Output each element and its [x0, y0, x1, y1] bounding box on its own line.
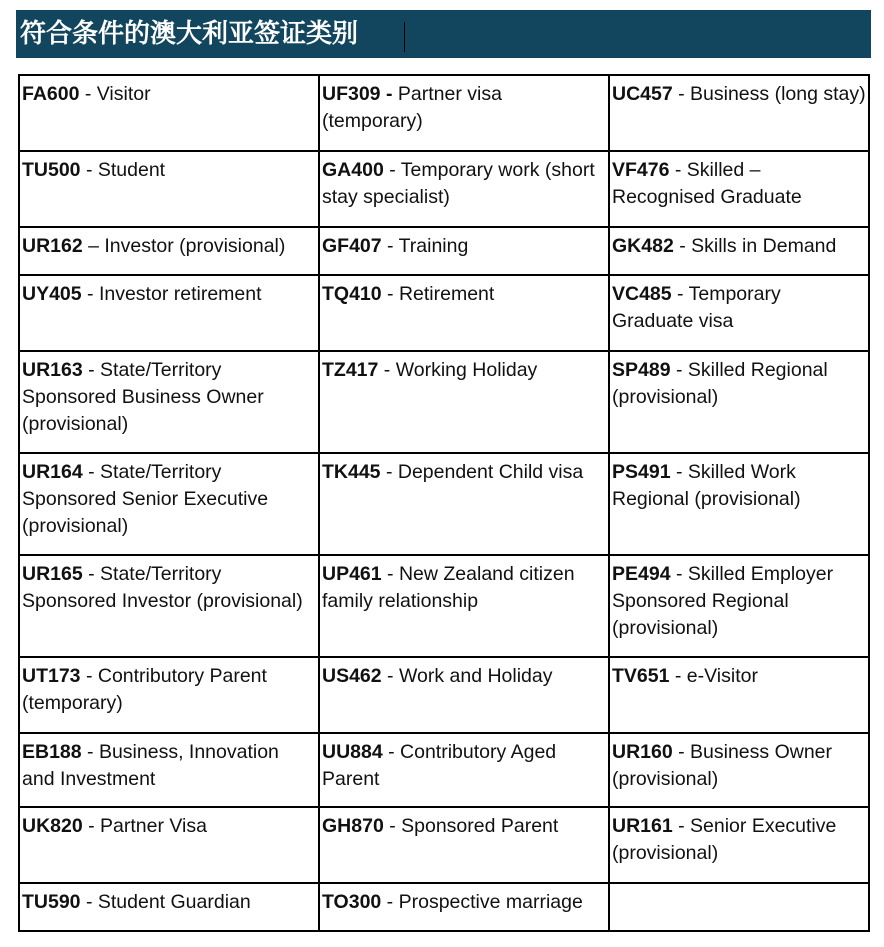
visa-code: UK820 — [22, 815, 83, 837]
visa-description: - Dependent Child visa — [380, 461, 584, 483]
visa-cell — [319, 227, 609, 275]
visa-description: - Business, Innovation and Investment — [22, 741, 279, 790]
visa-cell — [319, 883, 609, 931]
visa-description: - Prospective marriage — [381, 891, 583, 913]
visa-description: - e-Visitor — [669, 665, 758, 687]
visa-code: US462 — [322, 665, 382, 687]
visa-description: - Student Guardian — [80, 891, 251, 913]
visa-cell — [609, 657, 869, 733]
visa-code: UR164 — [22, 461, 83, 483]
visa-cell — [19, 733, 319, 807]
visa-description: - Skills in Demand — [673, 235, 837, 257]
visa-code: UP461 — [322, 563, 382, 585]
visa-description: - Sponsored Parent — [383, 815, 559, 837]
visa-description: - Retirement — [381, 283, 495, 305]
visa-code: PS491 — [612, 461, 671, 483]
visa-cell — [19, 883, 319, 931]
visa-cell — [319, 351, 609, 453]
visa-cell — [319, 807, 609, 883]
table-row — [19, 883, 869, 931]
visa-cell — [609, 151, 869, 227]
visa-code: UT173 — [22, 665, 81, 687]
visa-cell — [319, 75, 609, 151]
visa-code: TK445 — [322, 461, 381, 483]
visa-code: TQ410 — [322, 283, 382, 305]
page-title: 符合条件的澳大利亚签证类别 — [20, 19, 359, 49]
visa-description: Partner visa (temporary) — [322, 83, 502, 132]
visa-cell — [19, 275, 319, 351]
visa-cell — [609, 883, 869, 931]
visa-cell — [19, 453, 319, 555]
visa-code: VF476 — [612, 159, 670, 181]
visa-table — [18, 74, 870, 932]
visa-code: GH870 — [322, 815, 384, 837]
table-row — [19, 453, 869, 555]
visa-code: TU500 — [22, 159, 81, 181]
visa-description: - Partner Visa — [82, 815, 207, 837]
table-row — [19, 151, 869, 227]
visa-code: GK482 — [612, 235, 674, 257]
visa-description: - Working Holiday — [378, 359, 538, 381]
visa-code: TZ417 — [322, 359, 379, 381]
visa-code: FA600 — [22, 83, 80, 105]
visa-cell — [19, 657, 319, 733]
visa-cell — [19, 151, 319, 227]
visa-description: - Contributory Parent (temporary) — [22, 665, 267, 714]
visa-cell — [19, 555, 319, 657]
visa-cell — [319, 151, 609, 227]
visa-code: TV651 — [612, 665, 670, 687]
visa-description: - New Zealand citizen family relationship — [322, 563, 575, 612]
visa-code: GA400 — [322, 159, 384, 181]
visa-description: - Investor retirement — [81, 283, 262, 305]
visa-description: - State/Territory Sponsored Business Owner (provisional) — [22, 359, 264, 435]
visa-description: - Contributory Aged Parent — [322, 741, 557, 790]
visa-cell — [19, 227, 319, 275]
table-row — [19, 351, 869, 453]
visa-code: UC457 — [612, 83, 673, 105]
visa-code: TO300 — [322, 891, 382, 913]
visa-cell — [609, 75, 869, 151]
visa-description: - Temporary Graduate visa — [612, 283, 781, 332]
visa-description: - Senior Executive (provisional) — [612, 815, 837, 864]
table-row — [19, 733, 869, 807]
visa-description: - Temporary work (short stay specialist) — [322, 159, 595, 208]
visa-code: UR160 — [612, 741, 673, 763]
visa-description: - Skilled Work Regional (provisional) — [612, 461, 801, 510]
text-cursor — [404, 22, 405, 52]
visa-cell — [19, 807, 319, 883]
visa-description: - Skilled Employer Sponsored Regional (provisional) — [612, 563, 834, 639]
visa-cell — [319, 453, 609, 555]
title-banner — [16, 10, 871, 58]
visa-cell — [609, 351, 869, 453]
visa-code: VC485 — [612, 283, 672, 305]
visa-code: UY405 — [22, 283, 82, 305]
visa-description: - Student — [80, 159, 166, 181]
visa-cell — [319, 657, 609, 733]
visa-code: UF309 - — [322, 83, 393, 105]
visa-code: TU590 — [22, 891, 81, 913]
table-row — [19, 657, 869, 733]
visa-description: - State/Territory Sponsored Investor (provisional) — [22, 563, 303, 612]
visa-cell — [319, 733, 609, 807]
visa-cell — [19, 351, 319, 453]
visa-description: - Visitor — [79, 83, 151, 105]
visa-description: - State/Territory Sponsored Senior Executive (provisional) — [22, 461, 269, 537]
table-row — [19, 275, 869, 351]
visa-description: - Skilled – Recognised Graduate — [612, 159, 802, 208]
visa-description: - Training — [381, 235, 469, 257]
visa-cell — [609, 275, 869, 351]
visa-code: EB188 — [22, 741, 82, 763]
visa-cell — [319, 555, 609, 657]
table-row — [19, 555, 869, 657]
visa-cell — [319, 275, 609, 351]
table-row — [19, 227, 869, 275]
visa-code: UR163 — [22, 359, 83, 381]
table-row — [19, 75, 869, 151]
visa-cell — [609, 555, 869, 657]
visa-cell — [609, 807, 869, 883]
table-row — [19, 807, 869, 883]
visa-code: PE494 — [612, 563, 671, 585]
visa-code: GF407 — [322, 235, 382, 257]
visa-cell — [19, 75, 319, 151]
visa-description: - Work and Holiday — [381, 665, 553, 687]
visa-description: - Skilled Regional (provisional) — [612, 359, 828, 408]
visa-code: UR161 — [612, 815, 673, 837]
visa-description: - Business (long stay) — [672, 83, 866, 105]
visa-code: UU884 — [322, 741, 383, 763]
visa-code: UR165 — [22, 563, 83, 585]
visa-description: - Business Owner (provisional) — [612, 741, 833, 790]
visa-code: SP489 — [612, 359, 671, 381]
visa-cell — [609, 227, 869, 275]
visa-cell — [609, 733, 869, 807]
visa-cell — [609, 453, 869, 555]
visa-description: – Investor (provisional) — [82, 235, 286, 257]
visa-code: UR162 — [22, 235, 83, 257]
